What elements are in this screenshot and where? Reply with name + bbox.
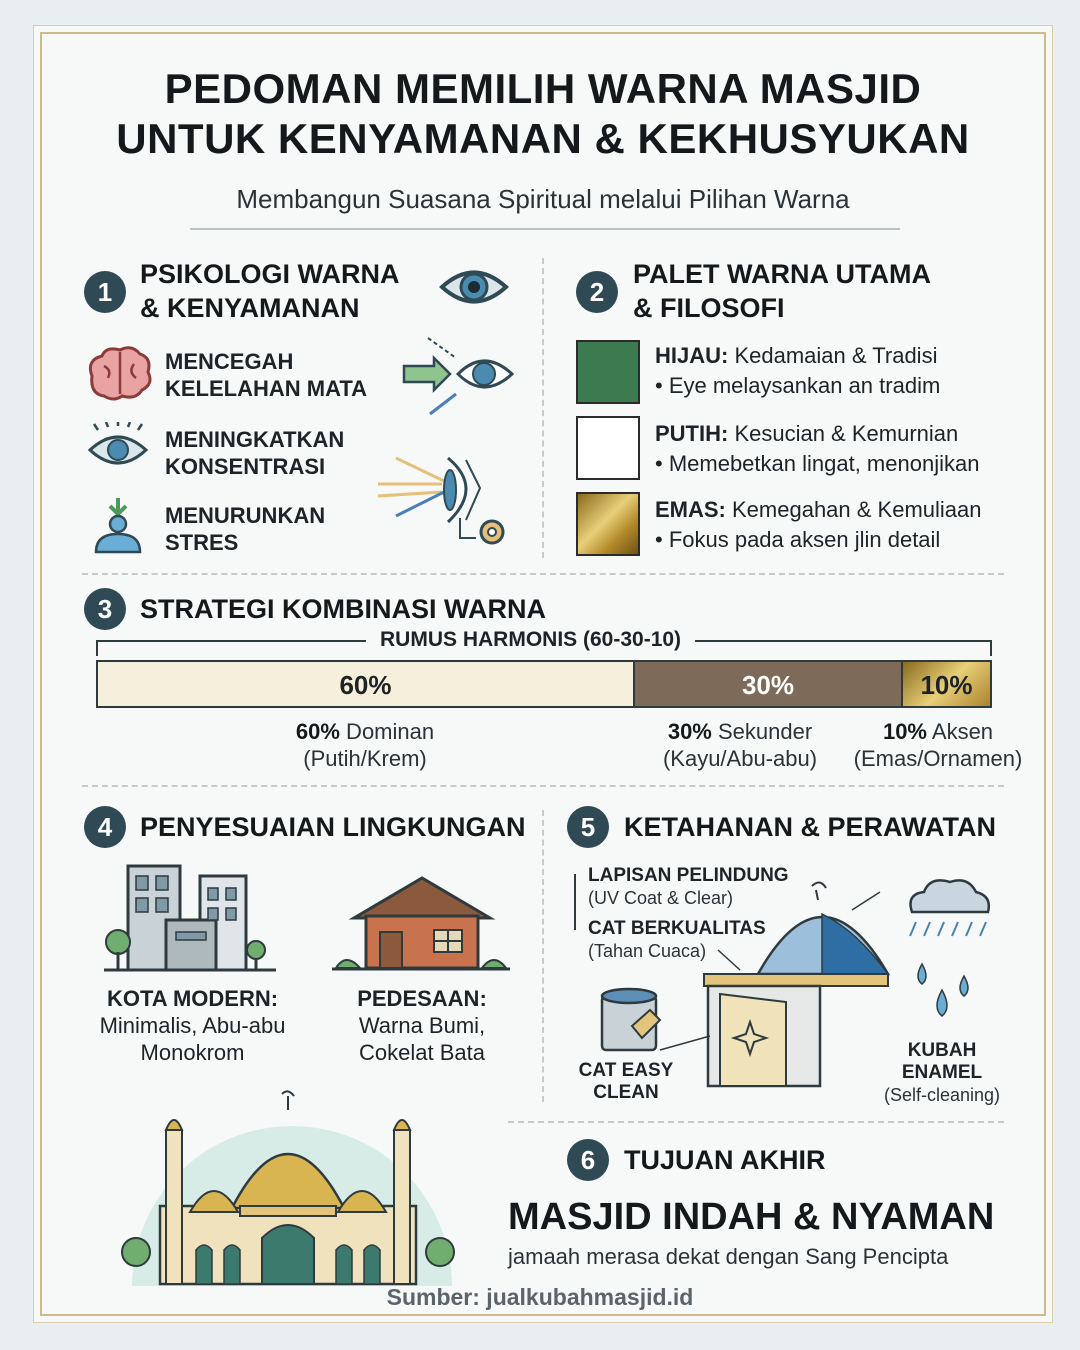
divider [190,228,900,230]
quality-paint-label: CAT BERKUALITAS (Tahan Cuaca) [588,918,766,961]
ratio-segment-3: 10% [901,662,990,708]
legend-secondary: 30% Sekunder (Kayu/Abu-abu) [662,719,818,771]
color-gold-label: EMAS: Kemegahan & Kemuliaan • Fokus pada aksen jlin detail [655,497,982,552]
section-6-heading: TUJUAN AKHIR [624,1145,826,1175]
divider [508,1121,1004,1123]
page-subtitle: Membangun Suasana Spiritual melalui Pilihan Warna [236,184,850,214]
item-reduce-stress: MENURUNKAN STRES [165,503,326,555]
section-number-2: 2 [576,271,618,313]
eye-icon [438,262,510,312]
section-number-1: 1 [84,271,126,313]
city-buildings-icon [104,862,276,972]
eye-focus-icon [84,422,152,472]
legend-dominant: 60% Dominan (Putih/Krem) [295,719,435,771]
item-increase-concentration: MENINGKATKAN KONSENTRASI [165,427,345,479]
item-prevent-eye-fatigue: MENCEGAH KELELAHAN MATA [165,349,368,401]
rule-label: RUMUS HARMONIS (60-30-10) [366,628,695,652]
color-swatch-gold [576,492,640,556]
section-number-3: 3 [84,588,126,630]
color-swatch-green [576,340,640,404]
section-1-heading: PSIKOLOGI WARNA & KENYAMANAN [140,259,400,323]
divider [82,785,1004,787]
legend-accent: 10% Aksen (Emas/Ornamen) [853,719,1023,771]
section-2-heading: PALET WARNA UTAMA & FILOSOFI [633,259,931,323]
ratio-segment-2: 30% [633,662,901,708]
person-down-icon [90,496,146,554]
source-credit: Sumber: jualkubahmasjid.id [386,1284,694,1310]
enamel-dome-label: KUBAH ENAMEL (Self-cleaning) [883,1040,1001,1105]
section-3-heading: STRATEGI KOMBINASI WARNA [140,594,546,624]
page-title: PEDOMAN MEMILIH WARNA MASJID UNTUK KENYAMANAN & KEKHUSYUKAN [116,65,970,162]
brain-icon [84,344,154,402]
section-number-6: 6 [567,1139,609,1181]
ratio-segment-1: 60% [98,662,633,708]
eye-arrow-icon [400,334,520,418]
divider [82,573,1004,575]
color-white-label: PUTIH: Kesucian & Kemurnian • Memebetkan lingat, menonjikan [655,421,980,476]
protective-layer-label: LAPISAN PELINDUNG (UV Coat & Clear) [588,865,789,908]
section-4-heading: PENYESUAIAN LINGKUNGAN [140,812,526,842]
final-goal-subtitle: jamaah merasa dekat dengan Sang Pencipta [508,1244,949,1269]
section-number-4: 4 [84,806,126,848]
mosque-illustration [112,1090,464,1286]
color-swatch-white [576,416,640,480]
village-house-icon [332,872,510,972]
callout-line [574,874,576,930]
divider [542,810,544,1102]
color-green-label: HIJAU: Kedamaian & Tradisi • Eye melaysankan an tradim [655,343,941,398]
village-caption: PEDESAAN: Warna Bumi, Cokelat Bata [357,986,487,1065]
easy-clean-label: CAT EASY CLEAN [578,1060,674,1103]
eye-gear-icon [376,448,518,552]
ratio-bar [96,660,992,708]
section-5-heading: KETAHANAN & PERAWATAN [624,812,996,842]
city-caption: KOTA MODERN: Minimalis, Abu-abu Monokrom [99,986,286,1065]
divider [542,258,544,558]
section-number-5: 5 [567,806,609,848]
final-goal-title: MASJID INDAH & NYAMAN [508,1196,995,1238]
